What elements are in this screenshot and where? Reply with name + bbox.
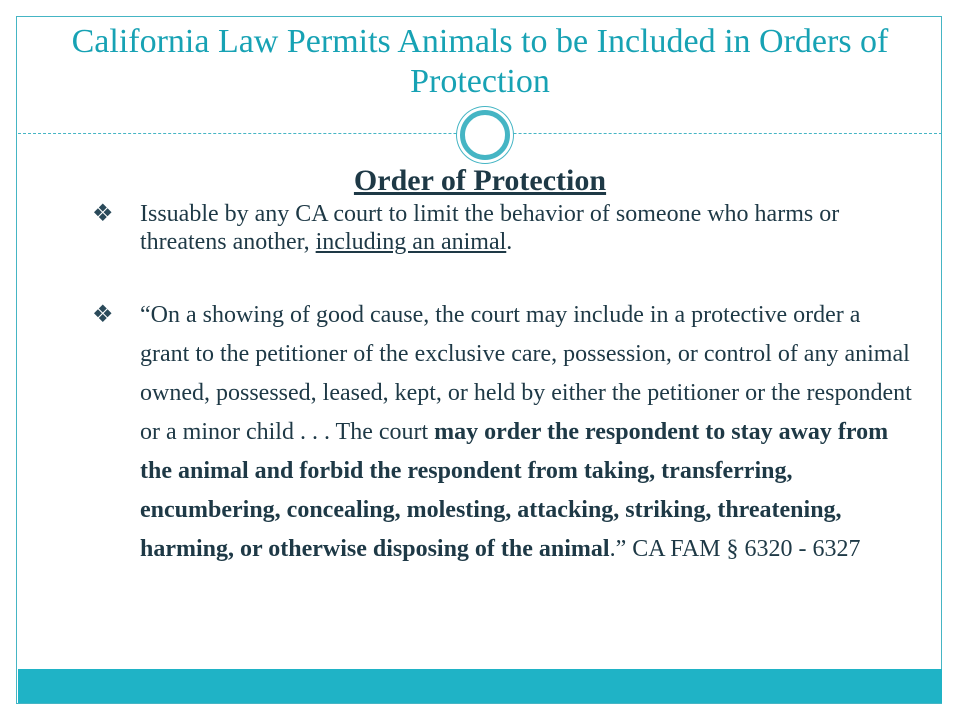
quote-citation: .” CA FAM § 6320 - 6327 (609, 536, 861, 562)
quote-regular-text: “On a showing of good cause, the court may include in a protective order a grant to the petitioner of the exclusive care, possession, or control of any animal owned, possessed, leased, kept, or held by either the petitioner or the respondent or a minor child . . . The court (140, 302, 912, 445)
section-heading: Order of Protection (353, 164, 607, 197)
quote-bold-text: may order the respondent to stay away from the animal and forbid the respondent from taking, transferring, encumbering, concealing, molesting, attacking, striking, threatening, harming, or otherwise disposing of the animal (140, 419, 889, 562)
bullet-text (140, 200, 912, 256)
bullet-text-suffix: . (506, 229, 513, 255)
bullet-text-underlined: including an animal (315, 229, 507, 255)
slide-title: California Law Permits Animals to be Included in Orders of Protection (71, 23, 889, 100)
bullet-item-quote (92, 296, 912, 569)
bullet-text-prefix: Issuable by any CA court to limit the behavior of someone who harms or threatens another, (140, 201, 840, 255)
footer-bar (18, 669, 942, 703)
quote-text (140, 296, 912, 569)
diamond-bullet-icon: ❖ (92, 302, 114, 328)
bullet-item-issuable (92, 200, 912, 256)
diamond-bullet-icon: ❖ (92, 201, 114, 227)
circle-ornament-icon (460, 110, 510, 160)
